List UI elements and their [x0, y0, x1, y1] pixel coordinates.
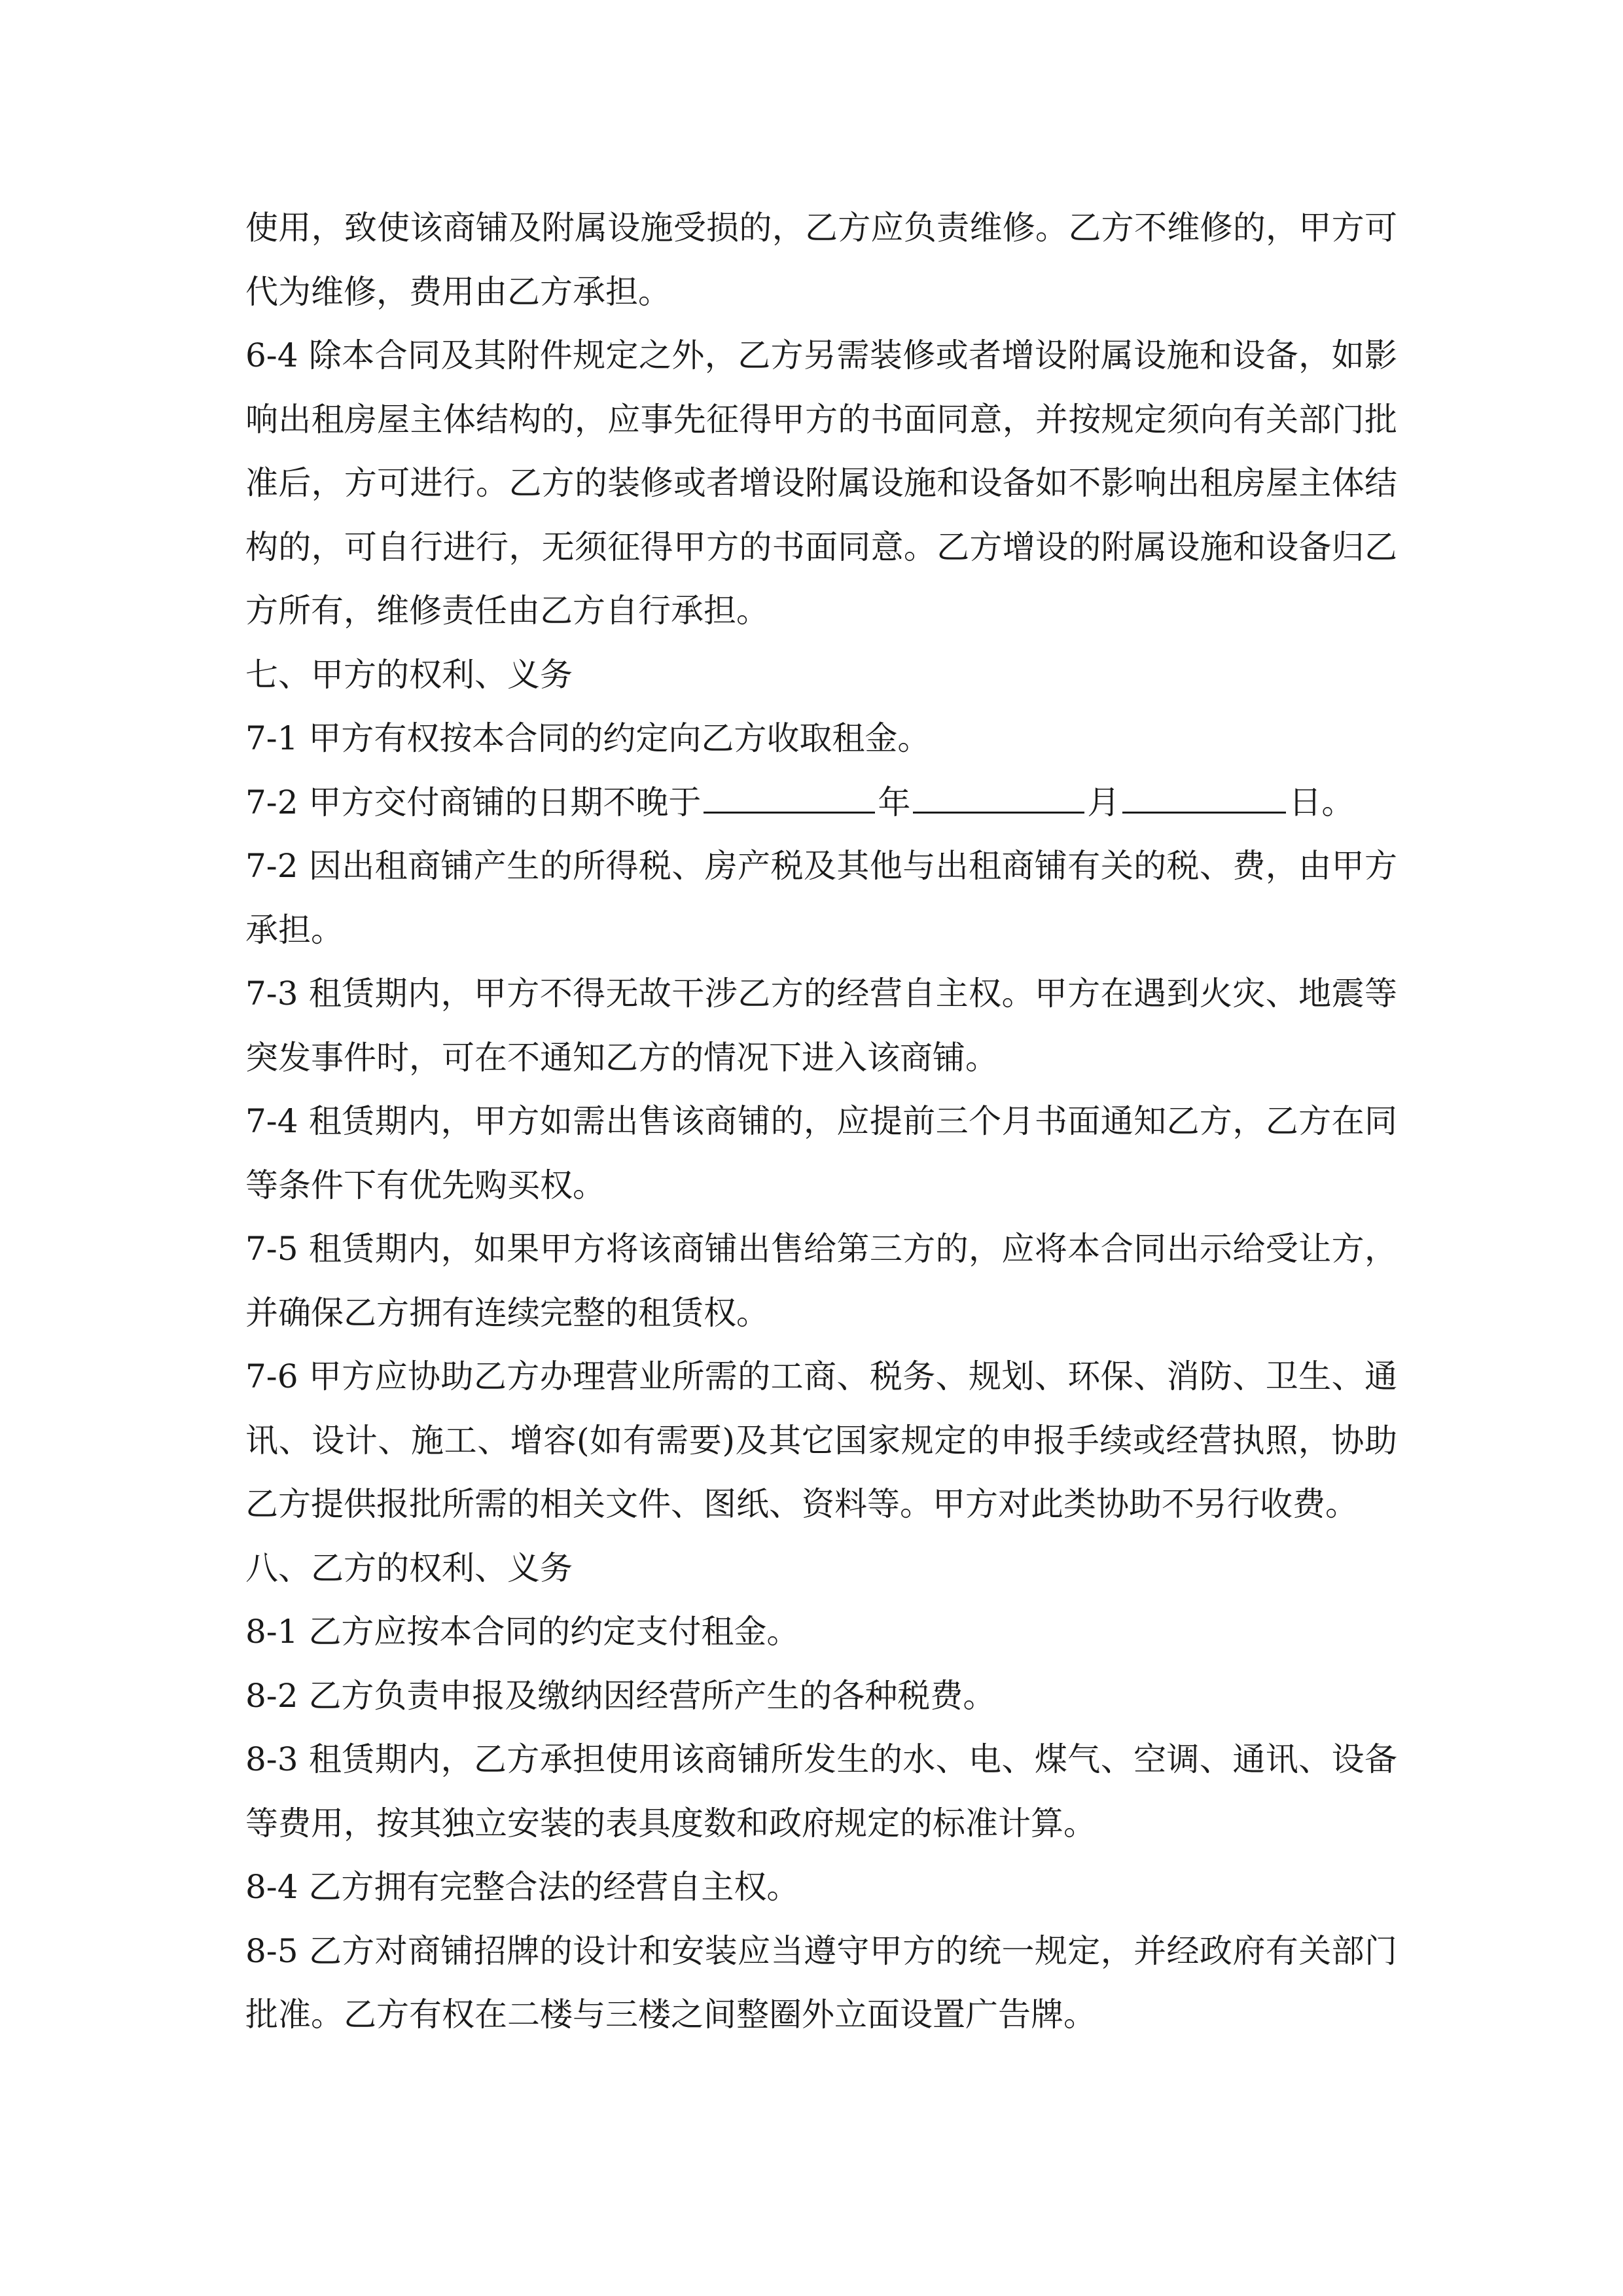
year-blank — [704, 774, 875, 814]
clause-7-2-taxes: 7-2 因出租商铺产生的所得税、房产税及其他与出租商铺有关的税、费，由甲方承担。 — [245, 847, 1397, 949]
section-8-heading: 八、乙方的权利、义务 — [245, 1549, 573, 1587]
section-7-heading: 七、甲方的权利、义务 — [245, 655, 573, 694]
clause-7-5: 7-5 租赁期内，如果甲方将该商铺出售给第三方的，应将本合同出示给受让方，并确保乙方拥有连续完整的租赁权。 — [245, 1230, 1397, 1332]
clause-7-1: 7-1 甲方有权按本合同的约定向乙方收取租金。 — [245, 719, 931, 757]
clause-8-4: 8-4 乙方拥有完整合法的经营自主权。 — [245, 1868, 800, 1906]
clause-7-6: 7-6 甲方应协助乙方办理营业所需的工商、税务、规划、环保、消防、卫生、通讯、设计、施工、增容(如有需要)及其它国家规定的申报手续或经营执照，协助乙方提供报批所需的相关文件、图纸、资料等。甲方对此类协助不另行收费。 — [245, 1357, 1397, 1523]
clause-7-3: 7-3 租赁期内，甲方不得无故干涉乙方的经营自主权。甲方在遇到火灾、地震等突发事件时，可在不通知乙方的情况下进入该商铺。 — [245, 975, 1397, 1077]
month-label: 月 — [1087, 783, 1120, 821]
clause-7-2-prefix: 7-2 甲方交付商铺的日期不晚于 — [245, 783, 702, 821]
document-body — [245, 196, 1397, 2047]
day-blank — [1122, 774, 1286, 814]
paragraph-6-3-continued: 使用，致使该商铺及附属设施受损的，乙方应负责维修。乙方不维修的，甲方可代为维修，费用由乙方承担。 — [245, 209, 1397, 311]
clause-7-4: 7-4 租赁期内，甲方如需出售该商铺的，应提前三个月书面通知乙方，乙方在同等条件下有优先购买权。 — [245, 1102, 1397, 1204]
year-label: 年 — [878, 783, 911, 821]
clause-8-5: 8-5 乙方对商铺招牌的设计和安装应当遵守甲方的统一规定，并经政府有关部门批准。乙方有权在二楼与三楼之间整圈外立面设置广告牌。 — [245, 1931, 1397, 2034]
clause-8-3: 8-3 租赁期内，乙方承担使用该商铺所发生的水、电、煤气、空调、通讯、设备等费用，按其独立安装的表具度数和政府规定的标准计算。 — [245, 1740, 1397, 1842]
month-blank — [913, 774, 1084, 814]
clause-7-2-delivery-date — [245, 771, 1397, 835]
clause-8-2: 8-2 乙方负责申报及缴纳因经营所产生的各种税费。 — [245, 1676, 996, 1715]
clause-8-1: 8-1 乙方应按本合同的约定支付租金。 — [245, 1613, 800, 1651]
day-label: 日。 — [1289, 783, 1355, 821]
paragraph-6-4: 6-4 除本合同及其附件规定之外，乙方另需装修或者增设附属设施和设备，如影响出租房屋主体结构的，应事先征得甲方的书面同意，并按规定须向有关部门批准后，方可进行。乙方的装修或者增设附属设施和设备如不影响出租房屋主体结构的，可自行进行，无须征得甲方的书面同意。乙方增设的附属设施和设备归乙方所有，维修责任由乙方自行承担。 — [245, 336, 1397, 630]
